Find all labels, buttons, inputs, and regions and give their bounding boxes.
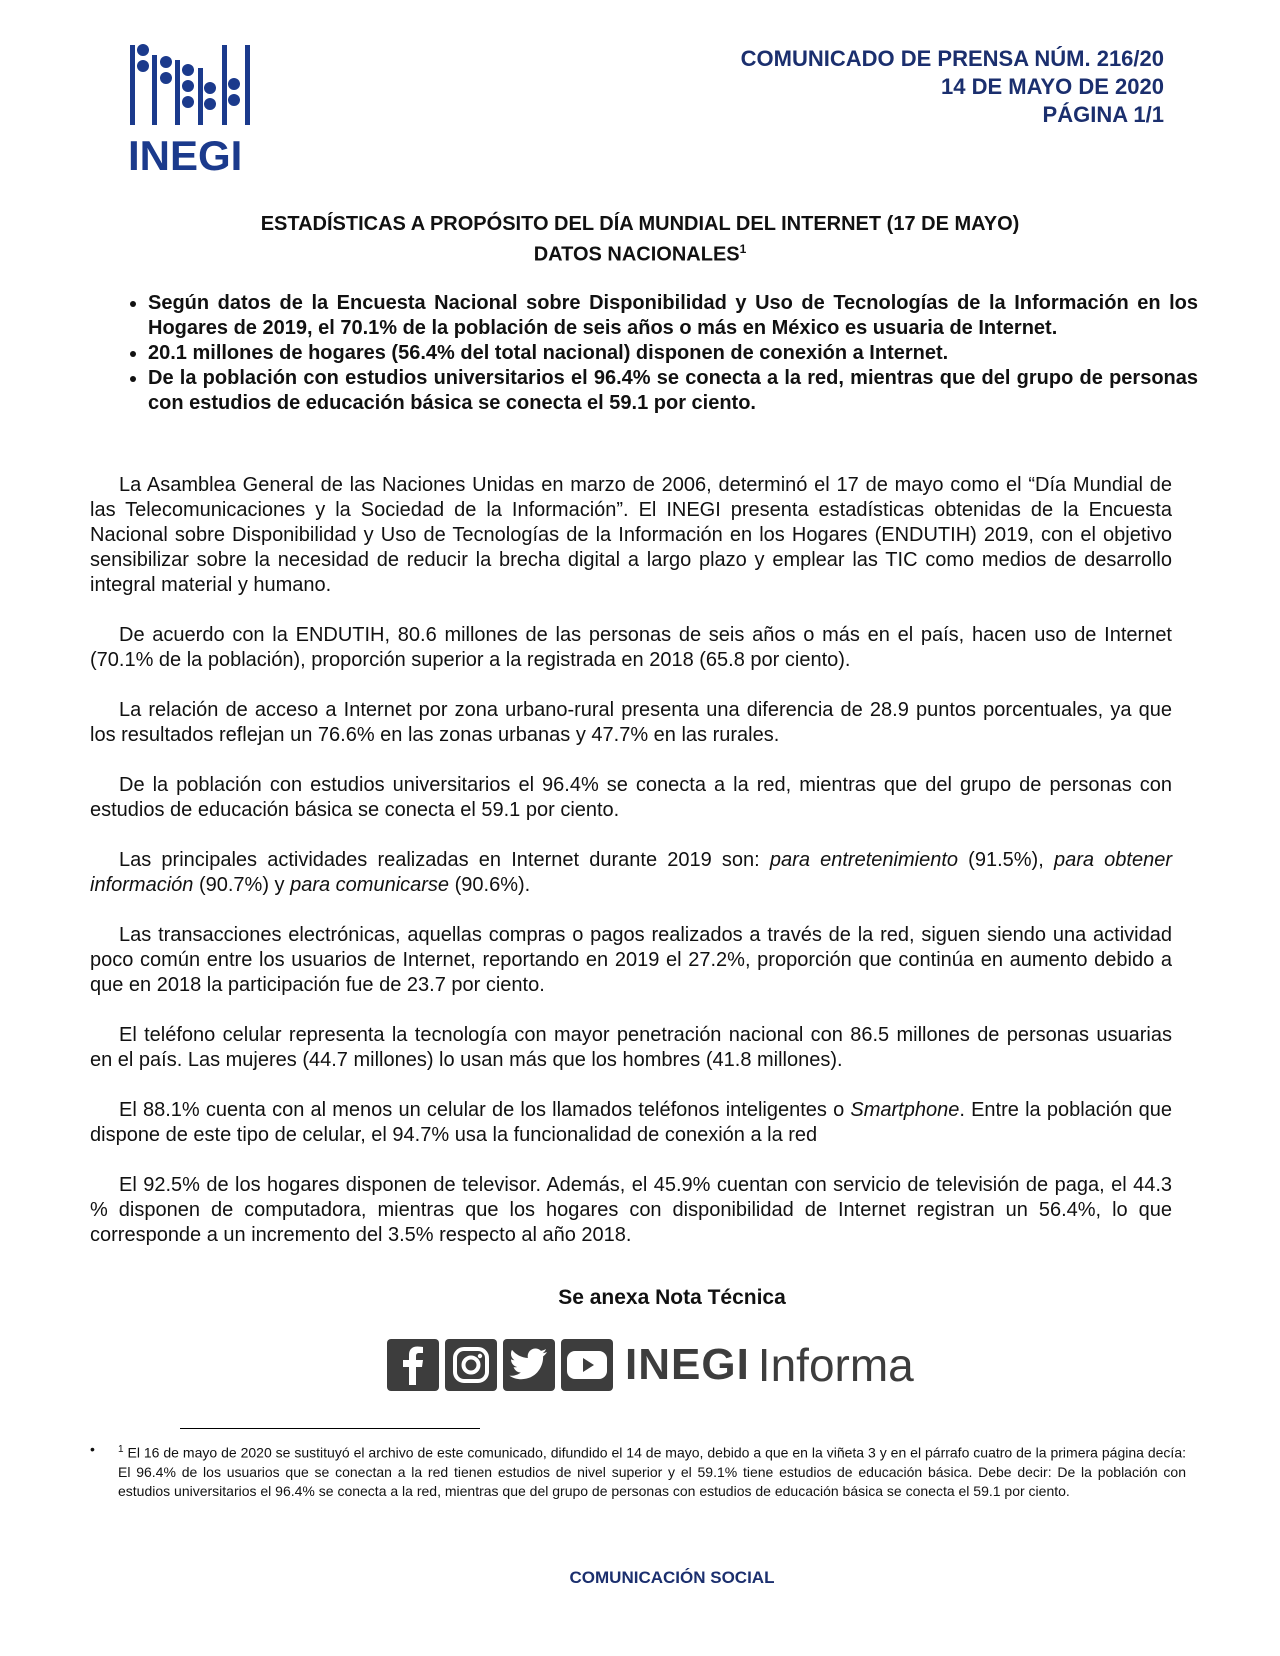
highlight-item: • Según datos de la Encuesta Nacional sobre Disponibilidad y Uso de Tecnologías de la Información en los Hogares de 2019, el 70.1% de la población de seis años o más en México es usuaria de Internet. (148, 291, 1198, 341)
p5-text-e: (90.7%) y (193, 874, 291, 896)
facebook-icon[interactable] (387, 1339, 439, 1391)
p8-text-c: . Entre la población que dispone de este tipo de celular, el 94.7% usa la funcionalidad de conexión a la red (90, 1099, 1172, 1146)
inegi-logo (130, 40, 260, 175)
press-release-number: COMUNICADO DE PRENSA NÚM. 216/20 (740, 46, 1164, 71)
paragraph-5 (90, 848, 1172, 898)
social-bar (387, 1335, 914, 1395)
footnote (90, 1440, 1186, 1501)
page-number: PÁGINA 1/1 (1042, 102, 1164, 127)
highlights-list (110, 291, 1198, 416)
footer-department: COMUNICACIÓN SOCIAL (569, 1568, 775, 1587)
body-text (90, 473, 1172, 1273)
inegi-logo-mark (130, 40, 260, 175)
p5-text-g: (90.6%). (449, 874, 531, 896)
paragraph-3: La relación de acceso a Internet por zona urbano-rural presenta una diferencia de 28.9 puntos porcentuales, ya que los resultados reflejan un 76.6% en las zonas urbanas y 47.7% en las rurales. (90, 699, 1172, 746)
title-line-1: ESTADÍSTICAS A PROPÓSITO DEL DÍA MUNDIAL DEL INTERNET (17 DE MAYO) (260, 213, 1020, 235)
title-line-2 (90, 237, 1190, 268)
svg-text:INEGI: INEGI (130, 132, 243, 175)
paragraph-8 (90, 1098, 1172, 1148)
p8-text-a: El 88.1% cuenta con al menos un celular de los llamados teléfonos inteligentes o (119, 1099, 851, 1121)
footnote-ref: 1 (739, 242, 747, 256)
footnote-marker: 1 (118, 1444, 124, 1455)
social-informa: Informa (757, 1339, 914, 1391)
highlight-item: • 20.1 millones de hogares (56.4% del total nacional) disponen de conexión a Internet. (148, 341, 1198, 366)
twitter-icon[interactable] (503, 1339, 555, 1391)
footnote-divider (180, 1428, 480, 1429)
paragraph-7: El teléfono celular representa la tecnología con mayor penetración nacional con 86.5 millones de personas usuarias en el país. Las mujeres (44.7 millones) lo usan más que los hombres (41.8 millones). (90, 1024, 1172, 1071)
footnote-bullet: • (90, 1441, 95, 1457)
paragraph-2: De acuerdo con la ENDUTIH, 80.6 millones de las personas de seis años o más en el país, hacen uso de Internet (70.1% de la población), proporción superior a la registrada en 2018 (65.8 por ciento). (90, 624, 1172, 671)
header-info (741, 45, 1164, 129)
p5-italic-b: para entretenimiento (769, 849, 958, 871)
p5-text-a: Las principales actividades realizadas en Internet durante 2019 son: (119, 849, 770, 871)
social-brand: INEGI (625, 1340, 750, 1389)
title-line-2-text: DATOS NACIONALES (533, 243, 740, 266)
paragraph-1: La Asamblea General de las Naciones Unidas en marzo de 2006, determinó el 17 de mayo como el “Día Mundial de las Telecomunicaciones y la Sociedad de la Información”. El INEGI presenta estadísticas obtenidas de la Encuesta Nacional sobre Disponibilidad y Uso de Tecnologías de la Información en los Hogares (ENDUTIH) 2019, con el objetivo sensibilizar sobre la necesidad de reducir la brecha digital a largo plazo y emplear las TIC como medios de desarrollo integral material y humano. (90, 474, 1172, 596)
paragraph-6: Las transacciones electrónicas, aquellas compras o pagos realizados a través de la red, siguen siendo una actividad poco común entre los usuarios de Internet, reportando en 2019 el 27.2%, proporción que continúa en aumento debido a que en 2018 la participación fue de 23.7 por ciento. (90, 924, 1172, 996)
paragraph-4: De la población con estudios universitarios el 96.4% se conecta a la red, mientras que del grupo de personas con estudios de educación básica se conecta el 59.1 por ciento. (90, 774, 1172, 821)
footnote-text: El 16 de mayo de 2020 se sustituyó el archivo de este comunicado, difundido el 14 de mayo, debido a que en la viñeta 3 y en el párrafo cuatro de la primera página decía: El 96.4% de los usuarios que se conectan a la red tienen estudios de nivel superior y el 59.1% tiene estudios de educación básica. Debe decir: De la población con estudios universitarios el 96.4% se conecta a la red, mientras que del grupo de personas con estudios de educación básica se conecta el 59.1 por ciento. (118, 1444, 1186, 1499)
p8-italic-b: Smartphone (850, 1099, 960, 1121)
document-title (90, 212, 1190, 268)
press-release-date: 14 DE MAYO DE 2020 (941, 74, 1164, 99)
footnote-body (118, 1440, 1186, 1501)
youtube-icon[interactable] (561, 1339, 613, 1391)
annex-note: Se anexa Nota Técnica (558, 1286, 786, 1309)
instagram-icon[interactable] (445, 1339, 497, 1391)
p5-text-c: (91.5%), (958, 849, 1054, 871)
paragraph-9: El 92.5% de los hogares disponen de televisor. Además, el 45.9% cuentan con servicio de televisión de paga, el 44.3 % disponen de computadora, mientras que los hogares con disponibilidad de Internet registran un 56.4%, lo que corresponde a un incremento del 3.5% respecto al año 2018. (90, 1174, 1172, 1246)
p5-italic-f: para comunicarse (290, 874, 450, 896)
highlight-item: • De la población con estudios universitarios el 96.4% se conecta a la red, mientras que del grupo de personas con estudios de educación básica se conecta el 59.1 por ciento. (148, 366, 1198, 416)
p5-italic-d: para obtener información (90, 849, 1172, 896)
